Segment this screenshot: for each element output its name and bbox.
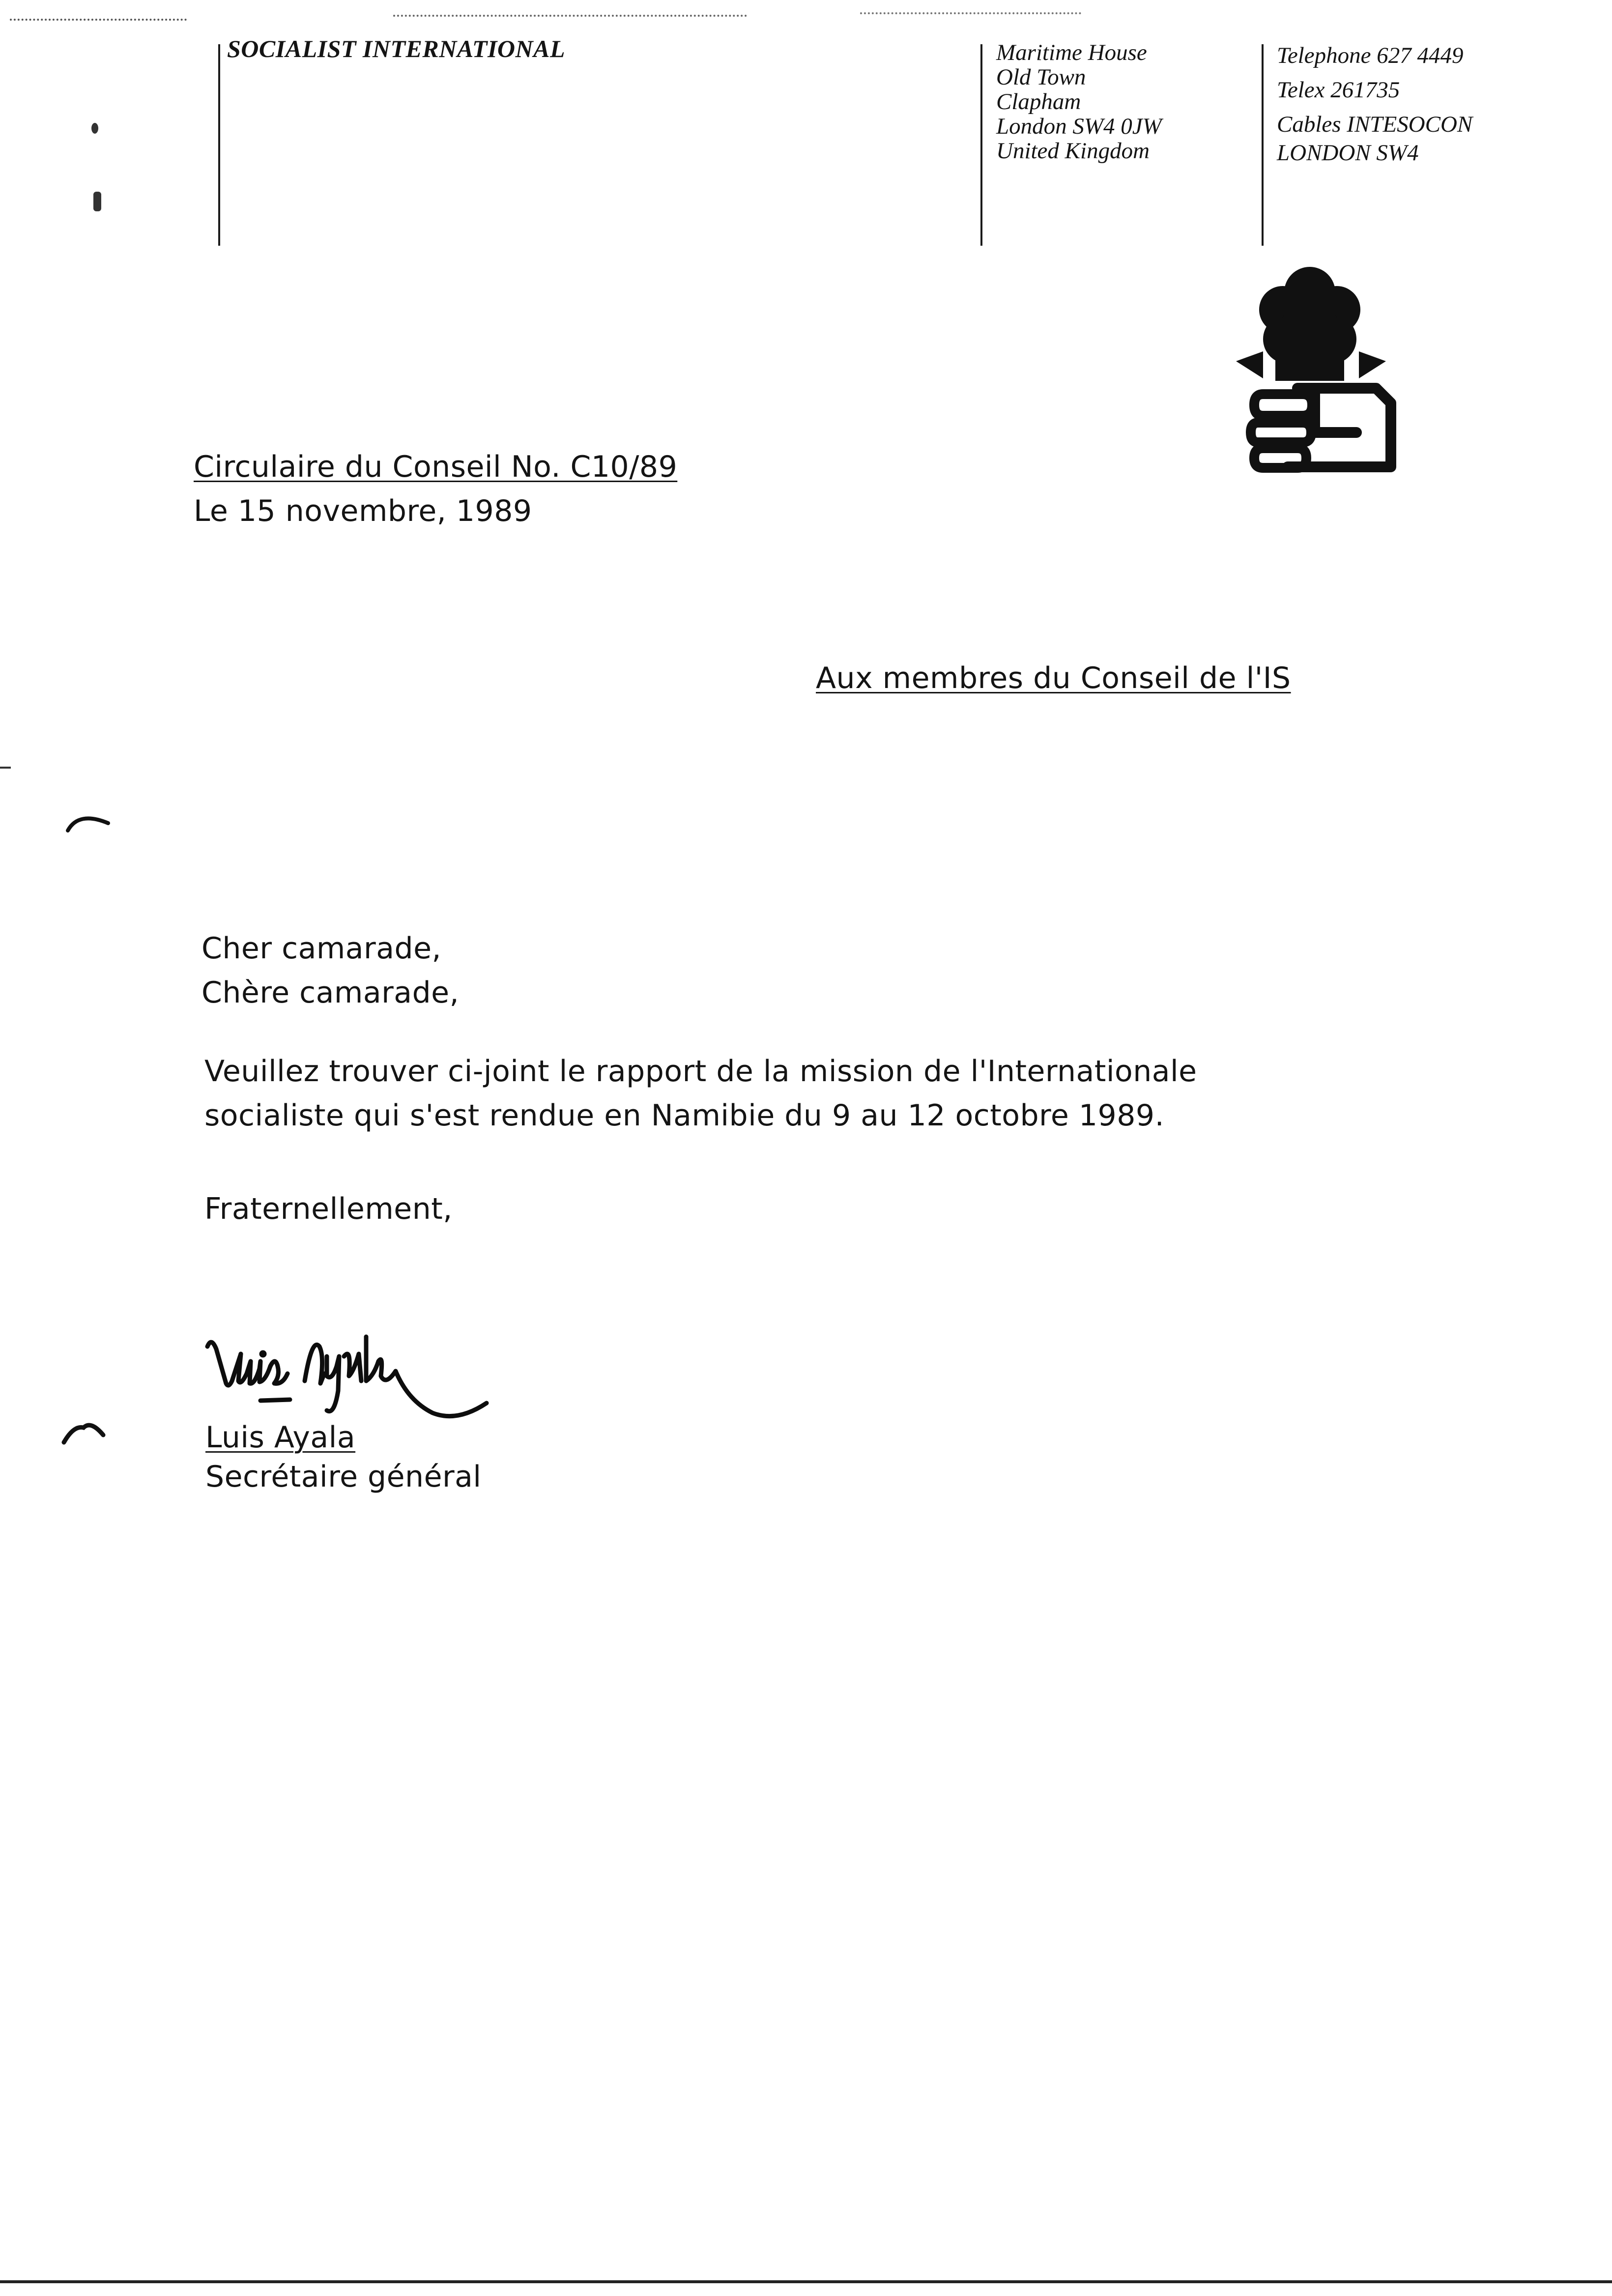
scan-top-dots xyxy=(860,12,1081,16)
body-line-1: Veuillez trouver ci-joint le rapport de la mission de l'Internationale xyxy=(204,1054,1197,1089)
scan-mark xyxy=(64,806,113,835)
recipient-line: Aux membres du Conseil de l'IS xyxy=(816,661,1291,695)
letterhead-divider-right xyxy=(1262,44,1264,246)
contact-telephone: Telephone 627 4449 xyxy=(1277,43,1464,68)
address-block xyxy=(996,40,1162,163)
body-line-2: socialiste qui s'est rendue en Namibie du 9 au 12 octobre 1989. xyxy=(204,1098,1165,1133)
address-line: United Kingdom xyxy=(996,138,1150,164)
scan-speck xyxy=(91,123,98,134)
contact-cables: Cables INTESOCON xyxy=(1277,112,1473,137)
letterhead-divider-middle xyxy=(980,44,982,246)
closing: Fraternellement, xyxy=(204,1192,453,1226)
scan-speck xyxy=(93,192,101,211)
contact-telex: Telex 261735 xyxy=(1277,77,1400,103)
letterhead-divider-left xyxy=(218,44,220,246)
address-line: London SW4 0JW xyxy=(996,114,1162,139)
bottom-edge-rule xyxy=(0,2280,1612,2283)
contact-block xyxy=(1277,38,1472,170)
address-line: Maritime House xyxy=(996,40,1147,65)
signatory-name: Luis Ayala xyxy=(205,1420,356,1455)
address-line: Clapham xyxy=(996,89,1081,115)
scan-mark xyxy=(59,1415,108,1445)
salutation-female: Chère camarade, xyxy=(202,976,460,1010)
signatory-title: Secrétaire général xyxy=(205,1460,482,1494)
scan-speck xyxy=(0,767,11,769)
scan-top-dots xyxy=(393,15,747,19)
scan-top-dots xyxy=(10,19,187,23)
salutation-male: Cher camarade, xyxy=(202,931,442,966)
letter-date: Le 15 novembre, 1989 xyxy=(194,494,532,528)
organization-name: SOCIALIST INTERNATIONAL xyxy=(227,35,566,62)
fist-rose-logo-icon xyxy=(1229,265,1415,491)
address-line: Old Town xyxy=(996,64,1086,90)
circular-reference: Circulaire du Conseil No. C10/89 xyxy=(194,450,678,484)
contact-cables-city: LONDON SW4 xyxy=(1277,140,1419,166)
handwritten-signature xyxy=(202,1327,506,1430)
